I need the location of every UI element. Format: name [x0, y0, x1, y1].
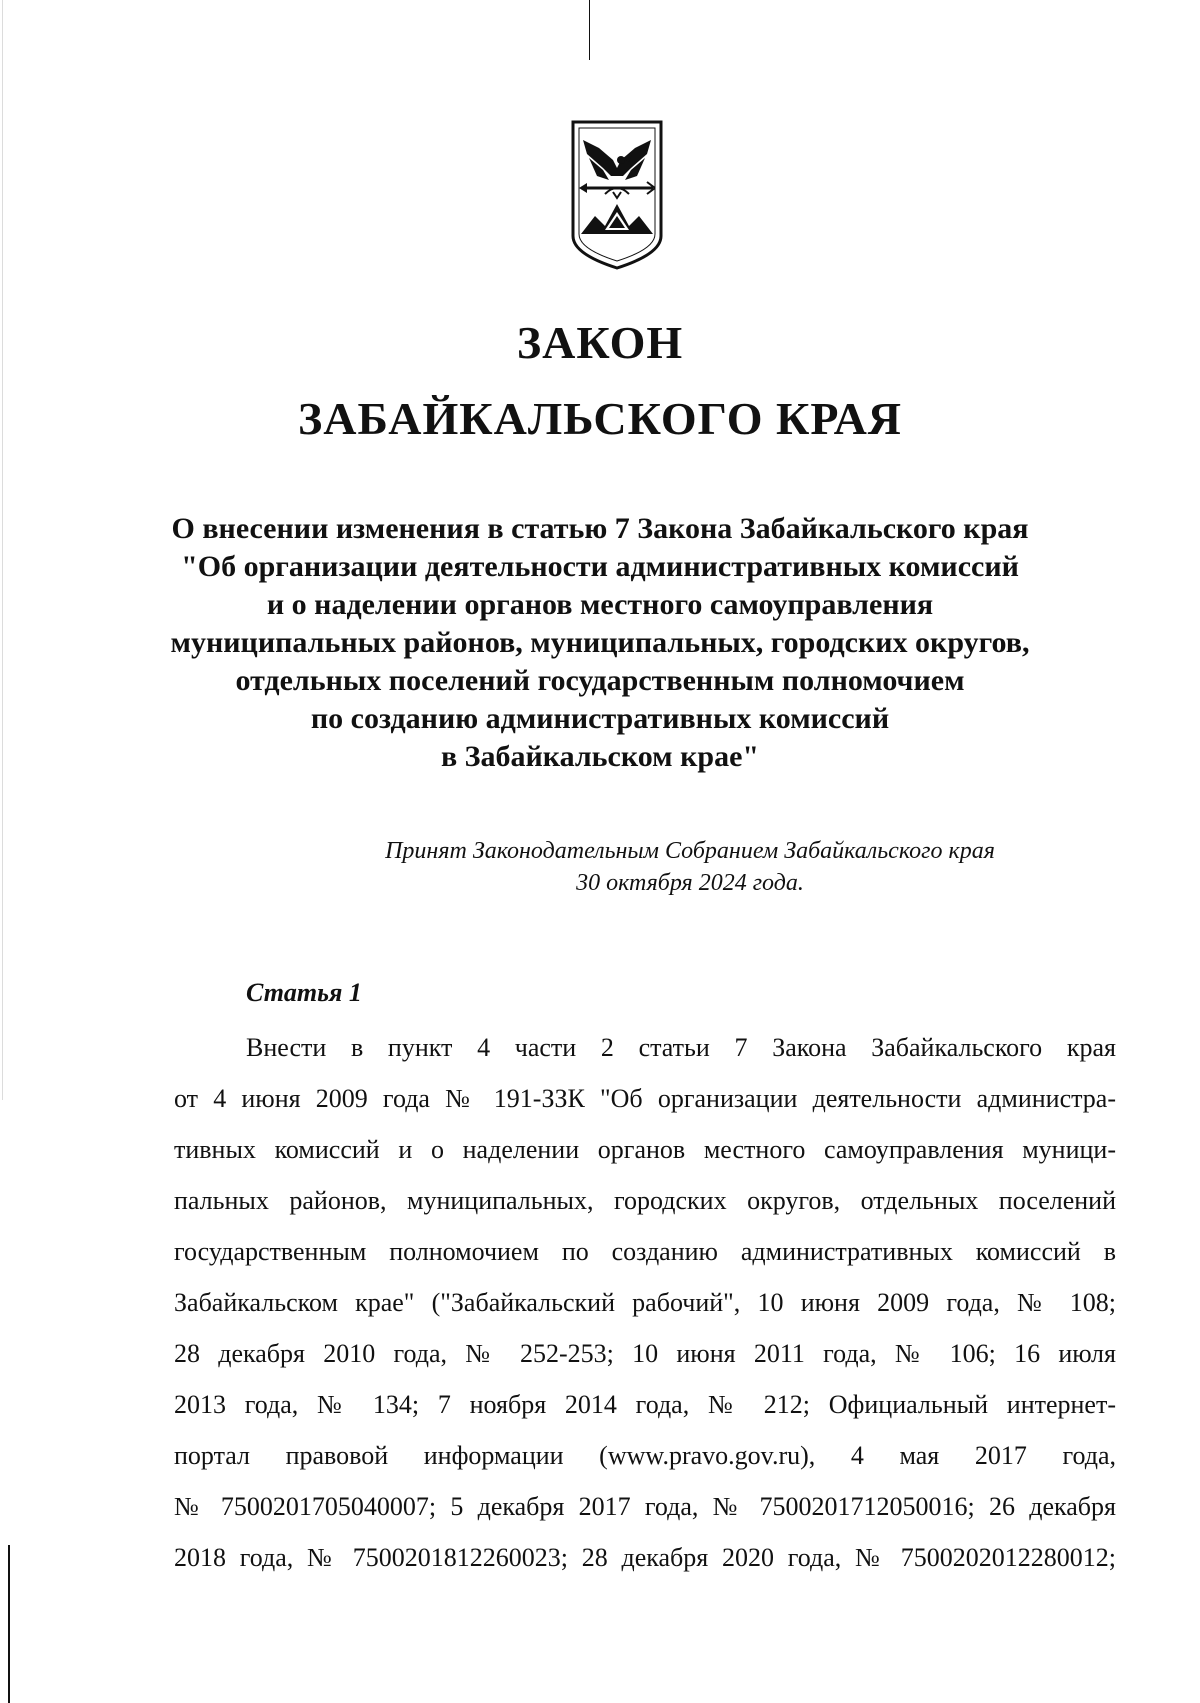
- article-body-line: 2018 года, № 7500201812260023; 28 декабря 2020 года, № 7500202012280012;: [174, 1543, 1116, 1572]
- article-heading: Статья 1: [246, 978, 362, 1007]
- scan-artifact-line: [8, 1545, 10, 1703]
- article-body-line: 2013 года, № 134; 7 ноября 2014 года, № 212; Официальный интернет-: [174, 1390, 1116, 1419]
- scan-artifact-line: [589, 0, 590, 60]
- adoption-note-line: Принят Законодательным Собранием Забайкальского края: [385, 838, 995, 864]
- law-subject-line: "Об организации деятельности административных комиссий: [181, 550, 1019, 583]
- article-body-line: № 7500201705040007; 5 декабря 2017 года, № 7500201712050016; 26 декабря: [174, 1492, 1116, 1521]
- adoption-note: [280, 835, 1100, 899]
- article-body-line: государственным полномочием по созданию административных комиссий в: [174, 1237, 1116, 1266]
- document-title-line-1: ЗАКОН: [516, 317, 684, 368]
- scan-artifact-line: [2, 0, 3, 1100]
- article-body: [174, 1022, 1116, 1583]
- article-body-line: от 4 июня 2009 года № 191-ЗЗК "Об организации деятельности администра-: [174, 1084, 1116, 1113]
- article-body-line: тивных комиссий и о наделении органов местного самоуправления муници-: [174, 1135, 1116, 1164]
- coat-of-arms-icon: [569, 118, 665, 270]
- article-body-line: портал правовой информации (www.pravo.gov.ru), 4 мая 2017 года,: [174, 1441, 1116, 1470]
- article-body-line: Забайкальском крае" ("Забайкальский рабочий", 10 июня 2009 года, № 108;: [174, 1288, 1116, 1317]
- article-body-line: 28 декабря 2010 года, № 252-253; 10 июня 2011 года, № 106; 16 июля: [174, 1339, 1116, 1368]
- law-subject: [150, 510, 1050, 776]
- adoption-date: 30 октября 2024 года.: [576, 870, 804, 896]
- law-subject-line: в Забайкальском крае": [440, 740, 760, 773]
- article-body-line: пальных районов, муниципальных, городских округов, отдельных поселений: [174, 1186, 1116, 1215]
- law-subject-line: О внесении изменения в статью 7 Закона Забайкальского края: [171, 512, 1029, 545]
- article-body-line: Внести в пункт 4 части 2 статьи 7 Закона Забайкальского края: [246, 1033, 1116, 1062]
- law-subject-line: и о наделении органов местного самоуправления: [266, 588, 934, 621]
- law-subject-line: по созданию административных комиссий: [310, 702, 890, 735]
- law-subject-line: отдельных поселений государственным полномочием: [235, 664, 965, 697]
- document-title-line-2: ЗАБАЙКАЛЬСКОГО КРАЯ: [297, 393, 903, 444]
- law-subject-line: муниципальных районов, муниципальных, городских округов,: [170, 626, 1030, 659]
